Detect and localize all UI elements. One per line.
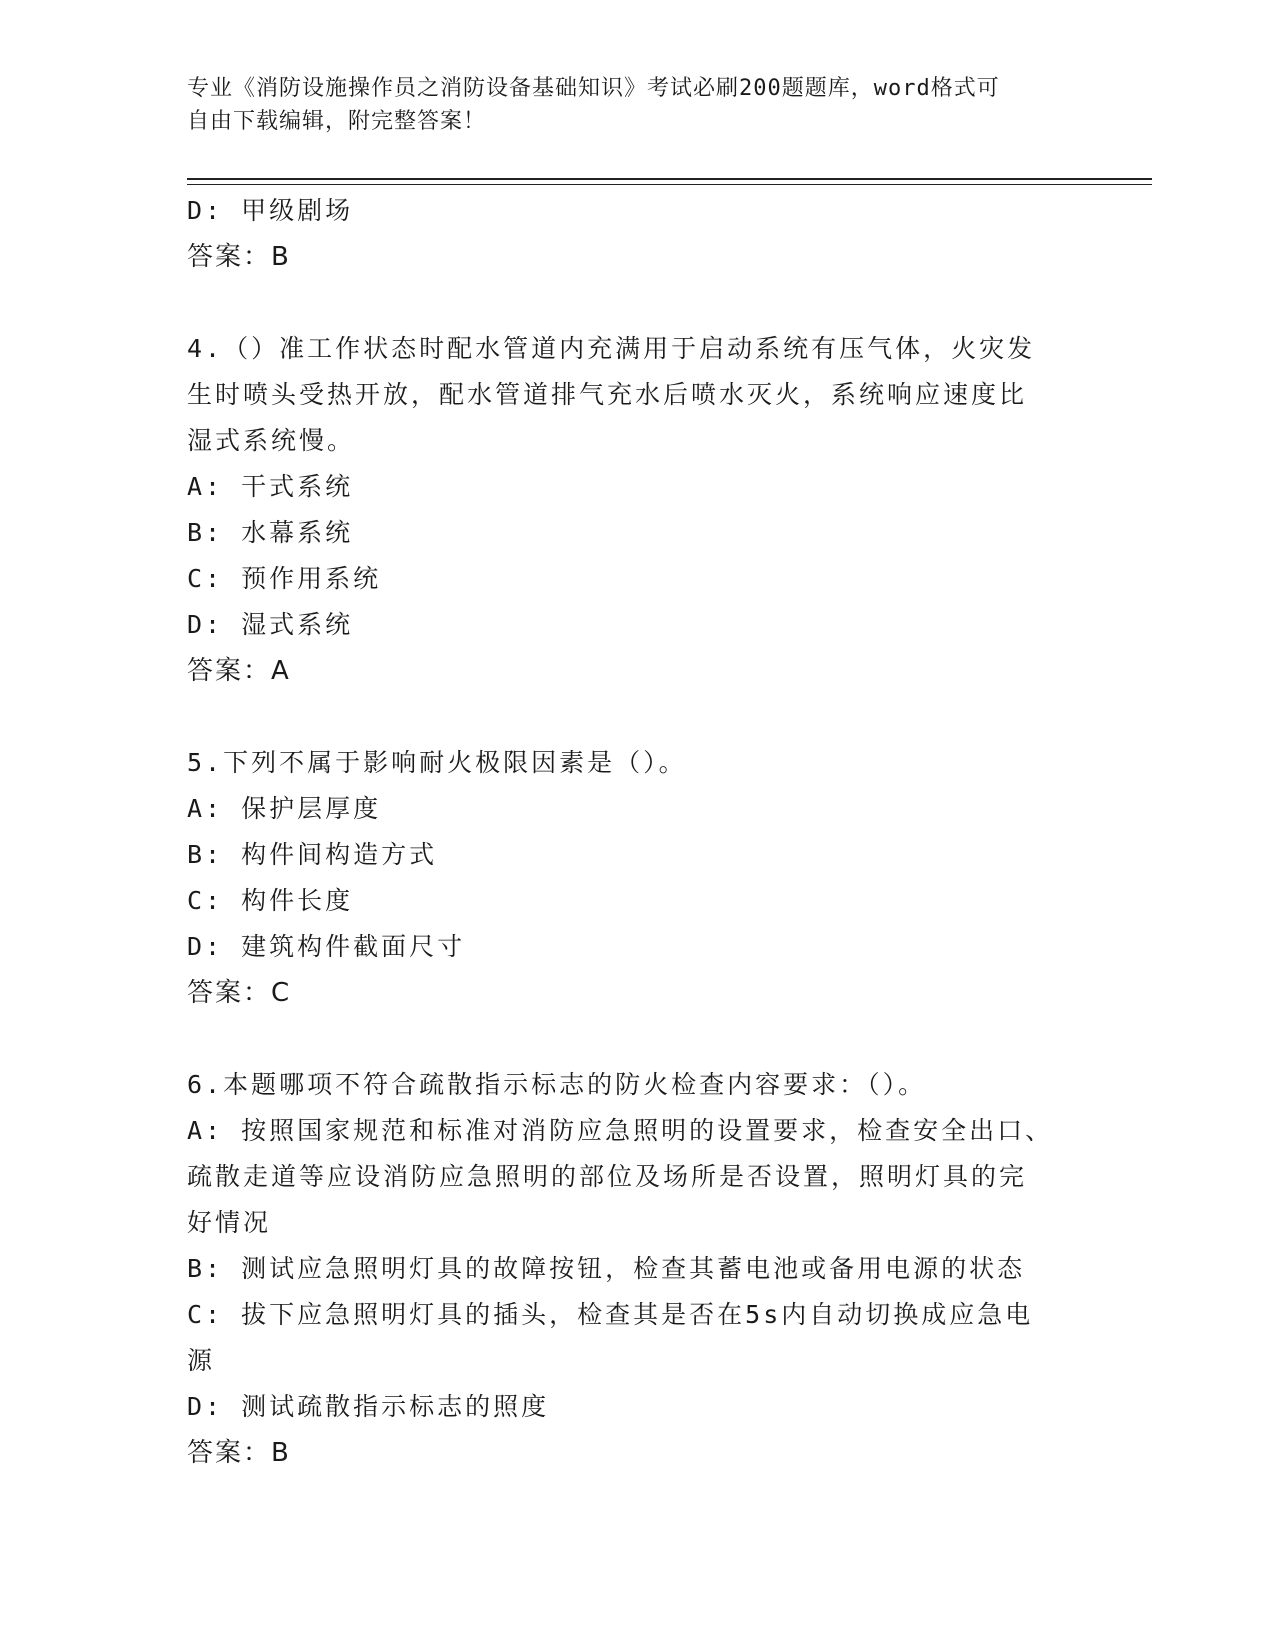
option-b: B: 构件间构造方式 [187, 840, 438, 869]
question-stem-line-3: 湿式系统慢。 [187, 426, 356, 455]
document-header [187, 72, 1067, 138]
spacer [187, 1016, 1067, 1062]
option-a-line-1: A: 按照国家规范和标准对消防应急照明的设置要求，检查安全出口、 [187, 1116, 1054, 1145]
option-b: B: 测试应急照明灯具的故障按钮，检查其蓄电池或备用电源的状态 [187, 1254, 1026, 1283]
question-stem-line-1: 4.（）准工作状态时配水管道内充满用于启动系统有压气体，火灾发 [187, 334, 1036, 363]
answer-label: 答案：B [187, 242, 291, 272]
answer-label: 答案：A [187, 656, 291, 686]
question-6 [187, 1062, 1067, 1476]
question-stem-line-2: 生时喷头受热开放，配水管道排气充水后喷水灭火，系统响应速度比 [187, 380, 1028, 409]
option-c: C: 构件长度 [187, 886, 354, 915]
option-c: C: 预作用系统 [187, 564, 382, 593]
spacer [187, 694, 1067, 740]
option-c-line-1: C: 拔下应急照明灯具的插头，检查其是否在5s内自动切换成应急电 [187, 1300, 1034, 1329]
header-divider-thin [187, 184, 1152, 185]
spacer [187, 280, 1067, 326]
option-c-line-2: 源 [187, 1346, 216, 1375]
option-d: D: 建筑构件截面尺寸 [187, 932, 466, 961]
option-b: B: 水幕系统 [187, 518, 354, 547]
option-a-line-3: 好情况 [187, 1208, 272, 1237]
option-a: A: 干式系统 [187, 472, 354, 501]
header-divider-thick [187, 178, 1152, 180]
answer-label: 答案：C [187, 978, 292, 1008]
option-a-line-2: 疏散走道等应设消防应急照明的部位及场所是否设置，照明灯具的完 [187, 1162, 1028, 1191]
question-list [187, 188, 1067, 1476]
question-stem: 6.本题哪项不符合疏散指示标志的防火检查内容要求：（）。 [187, 1070, 927, 1099]
header-line-1: 专业《消防设施操作员之消防设备基础知识》考试必刷200题题库，word格式可 [187, 76, 1000, 101]
question-4 [187, 326, 1067, 694]
question-stem: 5.下列不属于影响耐火极限因素是（）。 [187, 748, 687, 777]
question-5 [187, 740, 1067, 1016]
option-d: D: 测试疏散指示标志的照度 [187, 1392, 550, 1421]
answer-label: 答案：B [187, 1438, 291, 1468]
option-d: D: 甲级剧场 [187, 196, 354, 225]
header-line-2: 自由下载编辑，附完整答案！ [187, 109, 487, 134]
option-d: D: 湿式系统 [187, 610, 354, 639]
question-3-tail [187, 188, 1067, 280]
option-a: A: 保护层厚度 [187, 794, 382, 823]
